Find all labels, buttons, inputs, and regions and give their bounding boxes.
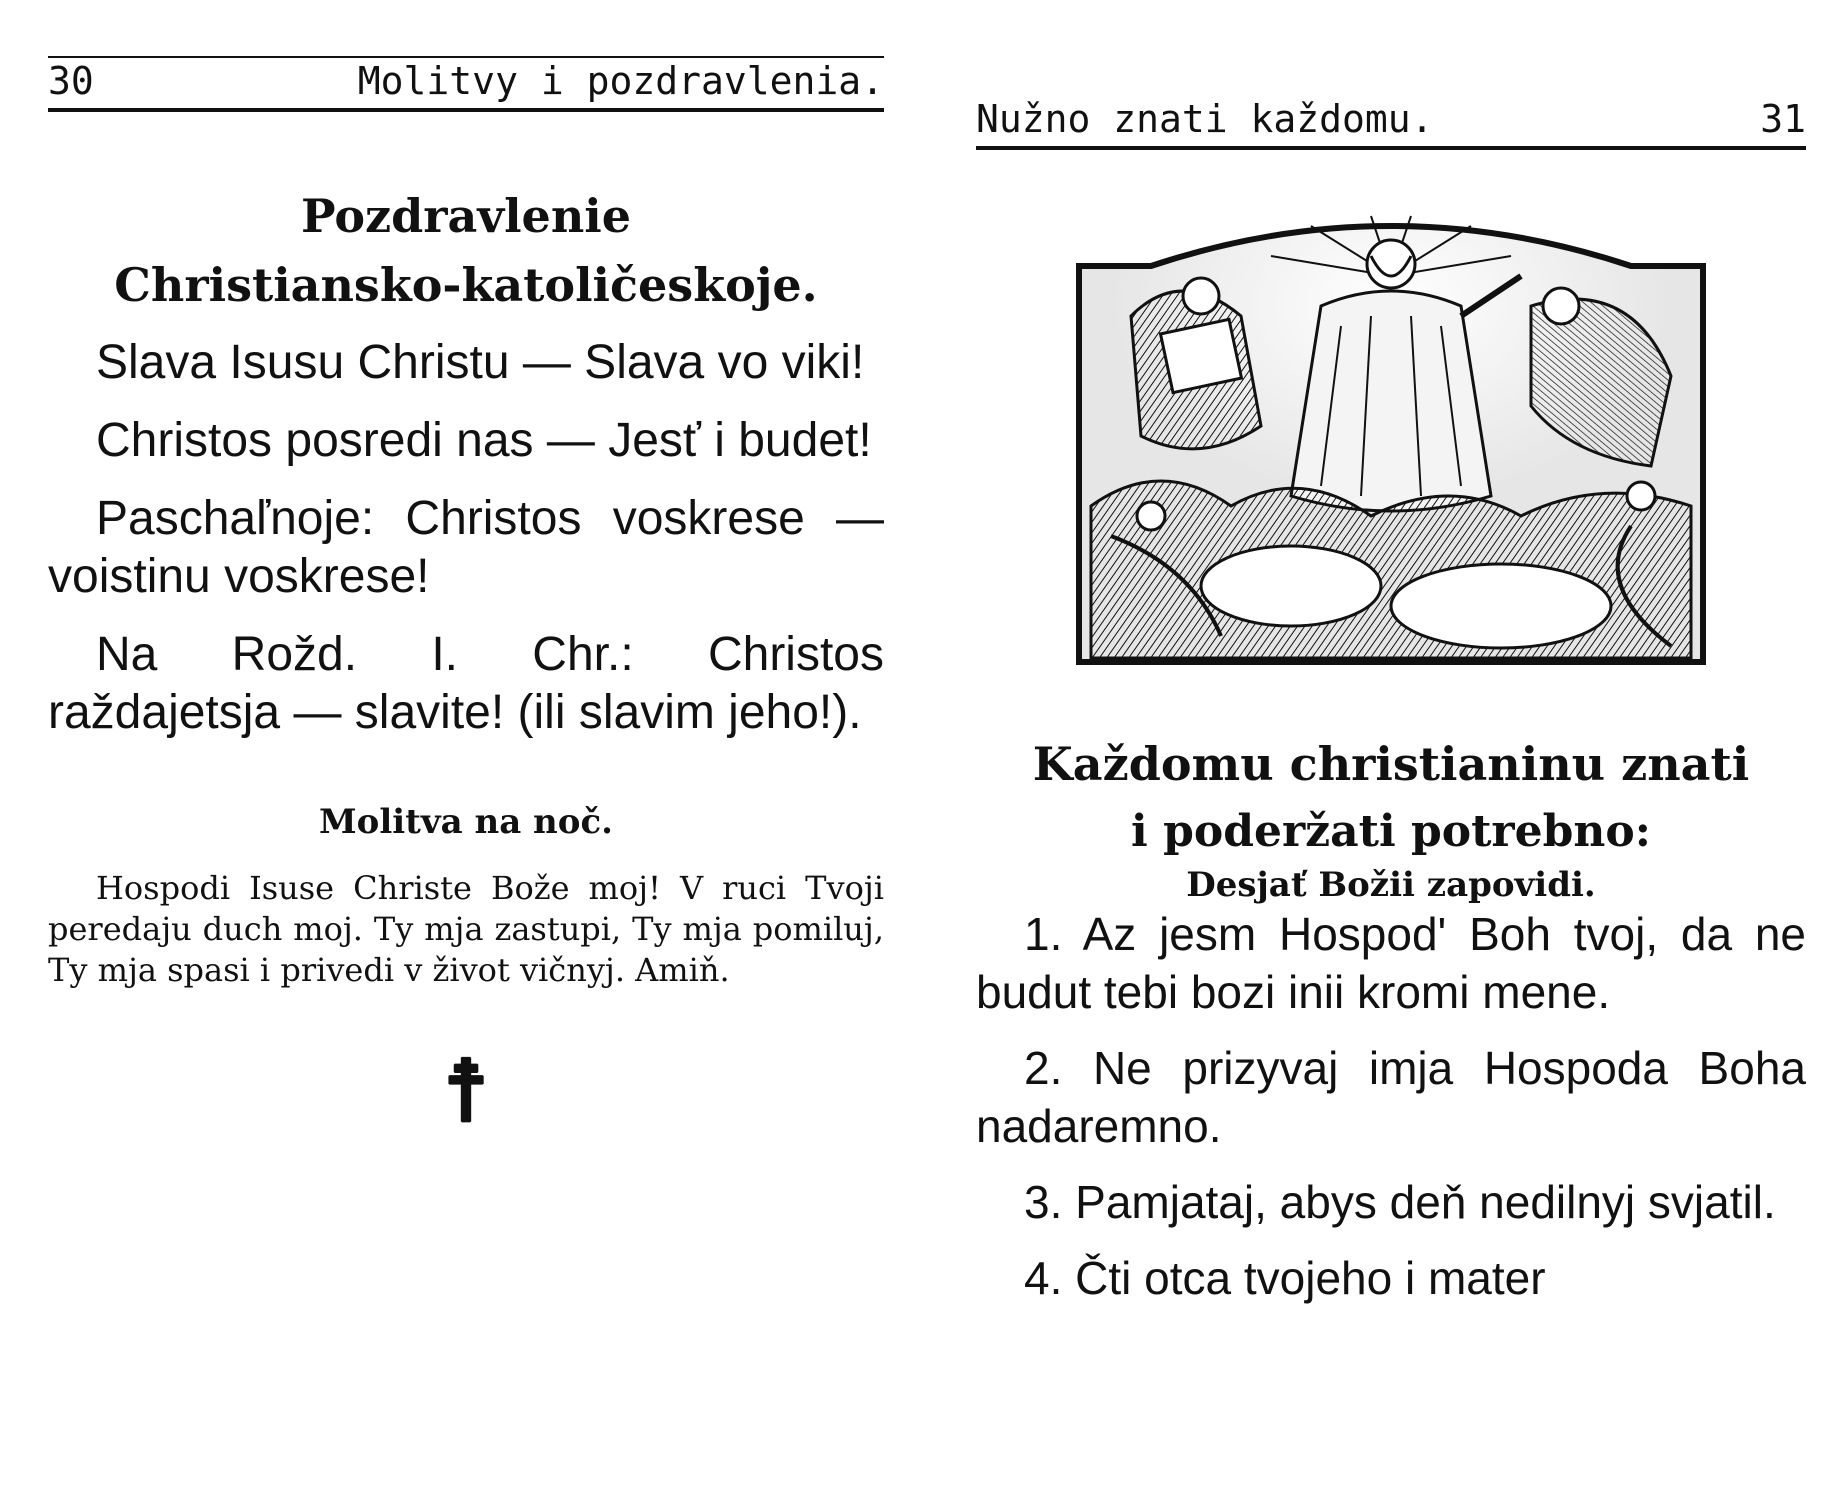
greeting-paragraph: Na Rožd. I. Chr.: Christos raždajetsja — slavite! (ili slavim jeho!). [48, 628, 884, 739]
list-item: 3. Pamjataj, abys deň nedilnyj svjatil. [1024, 1176, 1776, 1228]
running-title: Molitvy i pozdravlenia. [357, 59, 884, 103]
commandments-list [976, 905, 1806, 1307]
page-number: 31 [1760, 97, 1806, 141]
right-page [976, 0, 1806, 1325]
left-page [48, 0, 884, 1142]
prayer-title: Molitva na noč. [319, 802, 613, 842]
list-item: 4. Čti otca tvojeho i mater [1024, 1252, 1546, 1304]
commandments-heading: Desjať Božii zapovidi. [1186, 865, 1596, 905]
right-running-head [976, 97, 1806, 150]
left-running-head [48, 56, 884, 112]
cross-ornament-icon: ☨ [442, 1041, 490, 1142]
greeting-paragraph: Christos posredi nas — Jesť i budet! [96, 414, 872, 467]
running-title: Nužno znati každomu. [976, 97, 1434, 141]
greeting-title: Pozdravlenie [300, 189, 632, 243]
greeting-subtitle: Christiansko-katoličeskoje. [114, 258, 818, 312]
greeting-paragraph: Paschaľnoje: Christos voskrese — voistinu voskrese! [48, 492, 884, 603]
list-item: 1. Az jesm Hospod' Boh tvoj, da ne budut tebi bozi inii kromi mene. [976, 908, 1806, 1018]
greeting-paragraph: Slava Isusu Christu — Slava vo viki! [96, 336, 865, 389]
right-title-line1: Každomu christianinu znati [1032, 737, 1750, 791]
list-item: 2. Ne prizyvaj imja Hospoda Boha nadaremno. [976, 1042, 1806, 1152]
christ-in-glory-engraving-icon [1071, 206, 1711, 670]
page-number: 30 [48, 59, 94, 103]
prayer-text: Hospodi Isuse Christe Bože moj! V ruci Tvoji peredaju duch moj. Ty mja zastupi, Ty mja pomiluj, Ty mja spasi i privedi v život vičnyj. Amiň. [48, 869, 884, 989]
right-title-line2: i poderžati potrebno: [1131, 806, 1651, 857]
